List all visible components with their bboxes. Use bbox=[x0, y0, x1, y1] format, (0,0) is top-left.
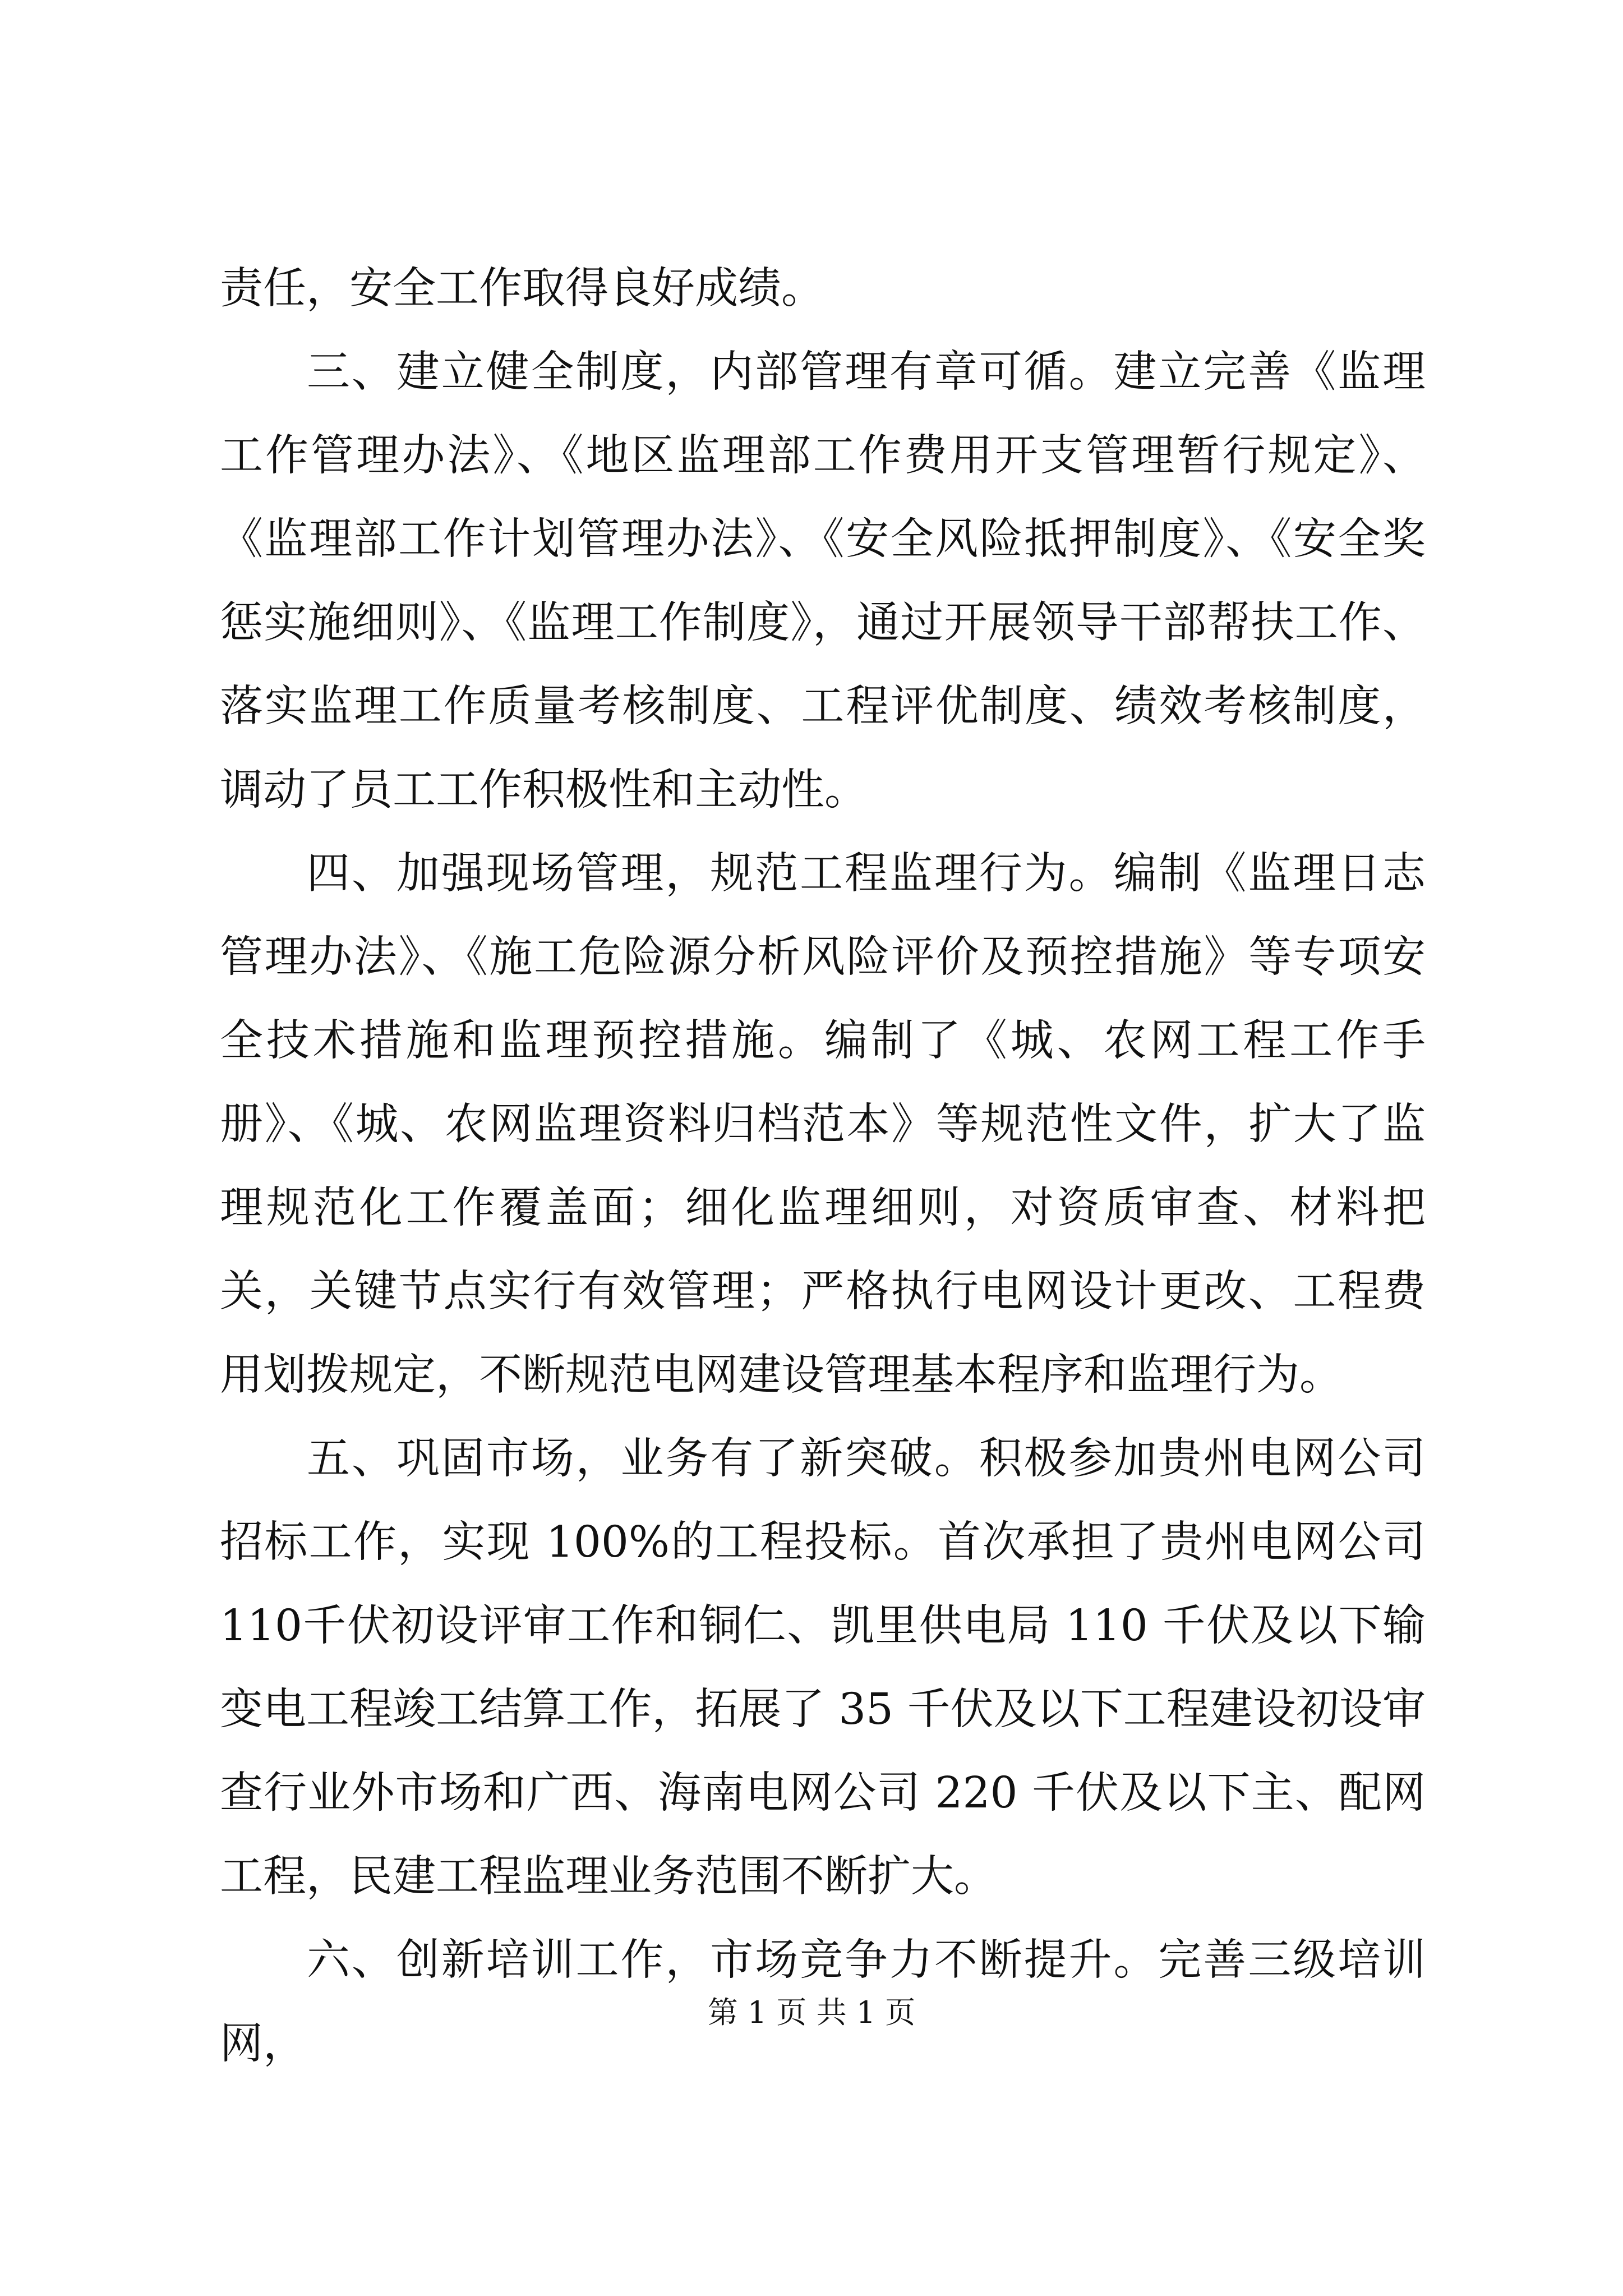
paragraph-section-6: 六、创新培训工作，市场竞争力不断提升。完善三级培训网， bbox=[220, 1935, 1426, 2069]
paragraph-section-4: 四、加强现场管理，规范工程监理行为。编制《监理日志管理办法》、《施工危险源分析风险评价及预控措施》等专项安全技术措施和监理预控措施。编制了《城、农网工程工作手册》、《城、农网监理资料归档范本》等规范性文件，扩大了监理规范化工作覆盖面；细化监理细则，对资质审查、材料把关，关键节点实行有效管理；严格执行电网设计更改、工程费用划拨规定，不断规范电网建设管理基本程序和监理行为。 bbox=[220, 849, 1426, 1400]
page-footer: 第 1 页 共 1 页 bbox=[707, 1995, 916, 2030]
paragraph-section-5: 五、巩固市场，业务有了新突破。积极参加贵州电网公司招标工作，实现 100%的工程投标。首次承担了贵州电网公司 110千伏初设评审工作和铜仁、凯里供电局 110 千伏及以下输变电工程竣工结算工作，拓展了 35 千伏及以下工程建设初设审查行业外市场和广西、海南电网公司 220 千伏及以下主、配网工程，民建工程监理业务范围不断扩大。 bbox=[220, 1434, 1426, 1902]
document-body bbox=[220, 247, 1426, 2086]
paragraph-section-3: 三、建立健全制度，内部管理有章可循。建立完善《监理工作管理办法》、《地区监理部工作费用开支管理暂行规定》、《监理部工作计划管理办法》、《安全风险抵押制度》、《安全奖惩实施细则》、《监理工作制度》，通过开展领导干部帮扶工作、落实监理工作质量考核制度、工程评优制度、绩效考核制度，调动了员工工作积极性和主动性。 bbox=[220, 347, 1426, 815]
paragraph-continuation: 责任，安全工作取得良好成绩。 bbox=[220, 264, 824, 314]
